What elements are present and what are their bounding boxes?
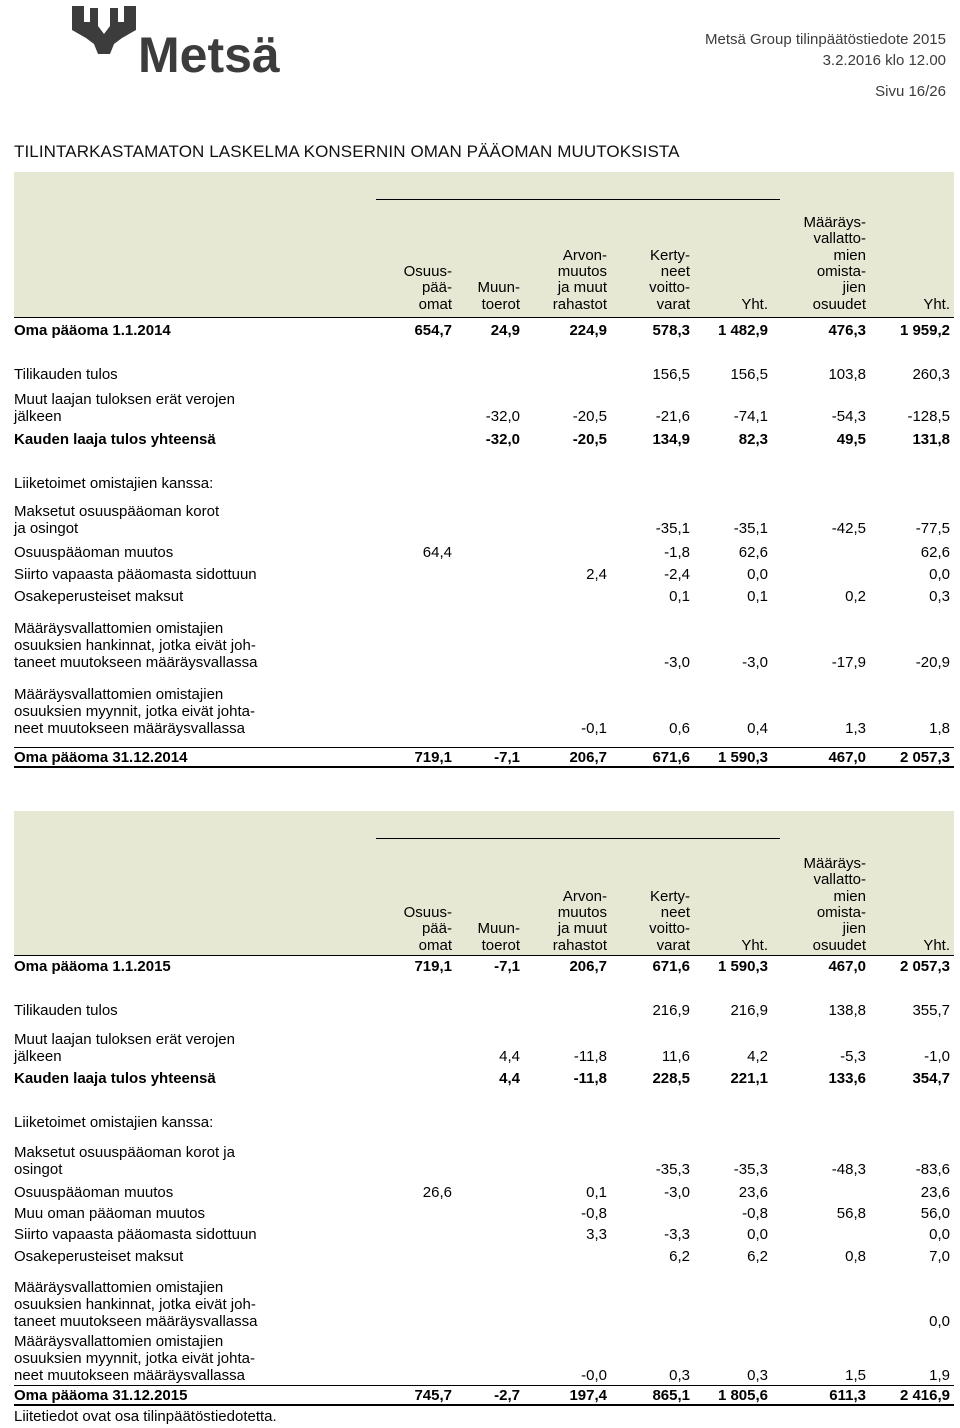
row-label (14, 322, 171, 339)
value-cell: 64,4 (422, 544, 452, 561)
row-label (14, 1248, 183, 1265)
row-label-line: osuuksien myynnit, jotka eivät johta- (14, 703, 255, 720)
value-cell: 197,4 (569, 1387, 607, 1404)
column-header-6 (803, 215, 866, 313)
column-header-line: mien (833, 887, 866, 905)
column-header-1 (404, 905, 452, 954)
row-label (14, 1205, 205, 1222)
table-rule (14, 955, 954, 956)
column-header-line: varat (656, 295, 690, 313)
value-cell: 4,4 (499, 1048, 520, 1065)
value-cell: -32,0 (485, 431, 520, 448)
column-header-7 (923, 938, 950, 954)
row-label (14, 475, 213, 492)
value-cell: 2,4 (586, 566, 607, 583)
value-cell: 0,8 (845, 1248, 866, 1265)
column-header-5 (741, 297, 768, 313)
row-label-line: taneet muutokseen määräysvallassa (14, 1313, 258, 1330)
value-cell: 0,4 (747, 720, 768, 737)
value-cell: 467,0 (828, 958, 866, 975)
column-header-line: toerot (481, 936, 520, 954)
value-cell: -5,3 (840, 1048, 866, 1065)
column-header-line: Kerty- (649, 246, 690, 264)
value-cell: 0,0 (747, 566, 768, 583)
row-label (14, 749, 187, 766)
value-cell: 611,3 (829, 1387, 866, 1404)
value-cell: -35,1 (733, 520, 768, 537)
value-cell: -2,7 (494, 1387, 520, 1404)
column-header-line: Osuus- (403, 263, 452, 281)
row-label-line: Liiketoimet omistajien kanssa: (14, 475, 214, 492)
value-cell: 56,0 (920, 1205, 950, 1222)
value-cell: 23,6 (738, 1184, 768, 1201)
row-label (14, 588, 183, 605)
table-rule (14, 1404, 954, 1406)
column-header-5 (741, 938, 768, 954)
footnote: Liitetiedot ovat osa tilinpäätöstiedotetta. (14, 1408, 277, 1425)
column-header-line: Kerty- (649, 887, 690, 905)
value-cell: 0,3 (929, 588, 950, 605)
row-label-line: Oma pääoma 1.1.2014 (14, 322, 171, 339)
column-header-line: muutos (557, 263, 607, 281)
column-header-line: muutos (557, 904, 607, 922)
value-cell: 103,8 (828, 366, 866, 383)
page-number: Sivu 16/26 (875, 83, 946, 100)
value-cell: 24,9 (490, 322, 520, 339)
column-header-line: omat (418, 936, 452, 954)
column-header-line: jien (842, 920, 866, 938)
value-cell: -2,4 (664, 566, 690, 583)
column-header-line: rahastot (552, 295, 607, 313)
value-cell: 49,5 (836, 431, 866, 448)
report-date: 3.2.2016 klo 12.00 (822, 52, 946, 69)
column-header-line: jien (842, 279, 866, 297)
row-label (14, 1031, 235, 1065)
row-label-line: Kauden laaja tulos yhteensä (14, 431, 216, 448)
value-cell: -7,1 (494, 958, 520, 975)
row-label-line: Maksetut osuuspääoman korot ja (14, 1144, 235, 1161)
row-label (14, 544, 173, 561)
value-cell: 2 057,3 (899, 749, 950, 766)
column-header-line: omista- (816, 263, 866, 281)
value-cell: 578,3 (652, 322, 690, 339)
value-cell: 2 416,9 (899, 1387, 950, 1404)
column-header-2 (477, 921, 520, 954)
row-label (14, 566, 257, 583)
row-label-line: Oma pääoma 1.1.2015 (14, 958, 171, 975)
value-cell: 221,1 (730, 1070, 768, 1087)
column-header-line: Osuus- (403, 904, 452, 922)
value-cell: 6,2 (669, 1248, 690, 1265)
row-label-line: osuuksien hankinnat, jotka eivät joh- (14, 637, 256, 654)
row-label (14, 1226, 257, 1243)
value-cell: 6,2 (747, 1248, 768, 1265)
row-label-line: Kauden laaja tulos yhteensä (14, 1070, 216, 1087)
row-label-line: Määräysvallattomien omistajien (14, 686, 224, 703)
row-label (14, 366, 118, 383)
value-cell: 26,6 (422, 1184, 452, 1201)
row-label-line: Muut laajan tuloksen erät verojen (14, 1031, 235, 1048)
row-label-line: neet muutokseen määräysvallassa (14, 720, 245, 737)
value-cell: 1,8 (929, 720, 950, 737)
value-cell: -7,1 (494, 749, 520, 766)
value-cell: 0,3 (747, 1367, 768, 1384)
column-header-1 (404, 264, 452, 313)
column-header-line: vallatto- (813, 230, 866, 248)
table-rule (14, 747, 954, 748)
value-cell: 0,1 (586, 1184, 607, 1201)
value-cell: -77,5 (915, 520, 950, 537)
row-label-line: ja osingot (14, 520, 79, 537)
row-label-line: Tilikauden tulos (14, 1002, 118, 1019)
row-label-line: Siirto vapaasta pääomasta sidottuun (14, 566, 257, 583)
row-label-line: osingot (14, 1161, 63, 1178)
column-header-line: Yht. (923, 936, 950, 954)
value-cell: -11,8 (573, 1048, 607, 1065)
column-header-2 (477, 280, 520, 313)
value-cell: 0,1 (669, 588, 690, 605)
value-cell: 224,9 (569, 322, 607, 339)
column-header-line: osuudet (812, 936, 866, 954)
row-label-line: neet muutokseen määräysvallassa (14, 1367, 245, 1384)
value-cell: 133,6 (828, 1070, 866, 1087)
value-cell: 0,0 (747, 1226, 768, 1243)
row-label (14, 1184, 173, 1201)
table-rule (14, 317, 954, 318)
row-label-line: Muut laajan tuloksen erät verojen (14, 391, 235, 408)
column-header-4 (649, 889, 690, 954)
value-cell: -83,6 (915, 1161, 950, 1178)
row-label (14, 1144, 235, 1178)
row-label (14, 1279, 257, 1330)
value-cell: 0,0 (929, 1226, 950, 1243)
value-cell: -54,3 (831, 408, 866, 425)
value-cell: 1 590,3 (717, 749, 768, 766)
value-cell: 11,6 (661, 1048, 690, 1065)
value-cell: -48,3 (831, 1161, 866, 1178)
value-cell: -1,0 (924, 1048, 950, 1065)
value-cell: -1,8 (664, 544, 690, 561)
column-header-3 (553, 889, 607, 954)
value-cell: -74,1 (733, 408, 768, 425)
value-cell: -20,5 (572, 431, 607, 448)
value-cell: 865,1 (652, 1387, 690, 1404)
row-label-line: Osakeperusteiset maksut (14, 588, 184, 605)
value-cell: -0,1 (581, 720, 607, 737)
column-header-line: Muun- (477, 279, 520, 297)
value-cell: 62,6 (920, 544, 950, 561)
column-header-line: neet (660, 263, 690, 281)
row-label-line: taneet muutokseen määräysvallassa (14, 654, 258, 671)
column-header-line: omat (418, 295, 452, 313)
row-label-line: osuuksien myynnit, jotka eivät johta- (14, 1350, 255, 1367)
value-cell: 1,5 (845, 1367, 866, 1384)
column-header-line: Arvon- (562, 246, 607, 264)
row-label-line: Osuuspääoman muutos (14, 544, 174, 561)
row-label (14, 1387, 187, 1404)
value-cell: 138,8 (828, 1002, 866, 1019)
value-cell: 2 057,3 (899, 958, 950, 975)
value-cell: 354,7 (912, 1070, 950, 1087)
row-label (14, 391, 235, 425)
column-header-3 (553, 248, 607, 313)
document-title: TILINTARKASTAMATON LASKELMA KONSERNIN OMAN PÄÄOMAN MUUTOKSISTA (14, 142, 680, 161)
row-label-line: jälkeen (14, 1048, 62, 1065)
metsa-logo (70, 4, 295, 89)
value-cell: 7,0 (929, 1248, 950, 1265)
row-label-line: Osakeperusteiset maksut (14, 1248, 184, 1265)
row-label-line: Osuuspääoman muutos (14, 1184, 174, 1201)
value-cell: -3,0 (742, 654, 768, 671)
value-cell: 206,7 (569, 958, 607, 975)
column-header-line: Yht. (741, 295, 768, 313)
value-cell: 216,9 (730, 1002, 768, 1019)
column-header-line: ja muut (557, 279, 607, 297)
row-label (14, 958, 171, 975)
row-label (14, 503, 219, 537)
value-cell: 4,4 (499, 1070, 520, 1087)
value-cell: 1 482,9 (717, 322, 768, 339)
table-rule (14, 1385, 954, 1386)
value-cell: -35,1 (655, 520, 690, 537)
value-cell: -11,8 (573, 1070, 607, 1087)
value-cell: 156,5 (730, 366, 768, 383)
value-cell: -3,3 (664, 1226, 690, 1243)
row-label-line: Siirto vapaasta pääomasta sidottuun (14, 1226, 257, 1243)
column-header-line: pää- (421, 920, 452, 938)
value-cell: -35,3 (733, 1161, 768, 1178)
row-label-line: Muu oman pääoman muutos (14, 1205, 205, 1222)
value-cell: 260,3 (912, 366, 950, 383)
value-cell: 228,5 (652, 1070, 690, 1087)
row-label-line: jälkeen (14, 408, 62, 425)
value-cell: 671,6 (652, 958, 690, 975)
column-header-line: voitto- (649, 920, 690, 938)
row-label-line: Määräysvallattomien omistajien (14, 620, 224, 637)
column-header-line: pää- (421, 279, 452, 297)
column-header-line: Yht. (923, 295, 950, 313)
column-header-4 (649, 248, 690, 313)
value-cell: -21,6 (655, 408, 690, 425)
row-label (14, 431, 216, 448)
value-cell: 206,7 (569, 749, 607, 766)
value-cell: 671,6 (652, 749, 690, 766)
value-cell: 3,3 (586, 1226, 607, 1243)
value-cell: 1 590,3 (717, 958, 768, 975)
value-cell: 4,2 (747, 1048, 768, 1065)
value-cell: -3,0 (664, 1184, 690, 1201)
group-underline (376, 199, 780, 200)
value-cell: 1 959,2 (899, 322, 950, 339)
value-cell: -0,8 (581, 1205, 607, 1222)
column-header-line: Määräys- (803, 855, 866, 873)
logo-text: Metsä (138, 27, 280, 83)
row-label-line: Määräysvallattomien omistajien (14, 1279, 224, 1296)
row-label-line: osuuksien hankinnat, jotka eivät joh- (14, 1296, 256, 1313)
value-cell: -17,9 (831, 654, 866, 671)
value-cell: -128,5 (907, 408, 950, 425)
value-cell: -42,5 (831, 520, 866, 537)
value-cell: 654,7 (414, 322, 452, 339)
row-label (14, 686, 255, 737)
row-label (14, 620, 257, 671)
value-cell: 1,3 (845, 720, 866, 737)
value-cell: 156,5 (652, 366, 690, 383)
column-header-line: omista- (816, 904, 866, 922)
value-cell: 719,1 (414, 958, 452, 975)
column-header-line: Määräys- (803, 214, 866, 232)
table-rule (14, 766, 954, 768)
column-header-line: Yht. (741, 936, 768, 954)
column-header-line: varat (656, 936, 690, 954)
value-cell: 719,1 (414, 749, 452, 766)
column-header-6 (803, 856, 866, 954)
value-cell: 355,7 (912, 1002, 950, 1019)
row-label-line: Tilikauden tulos (14, 366, 118, 383)
group-underline (376, 838, 780, 839)
report-title: Metsä Group tilinpäätöstiedote 2015 (705, 31, 946, 48)
value-cell: 131,8 (912, 431, 950, 448)
column-header-line: vallatto- (813, 871, 866, 889)
row-label (14, 1070, 216, 1087)
value-cell: 1,9 (929, 1367, 950, 1384)
row-label (14, 1114, 213, 1131)
value-cell: 56,8 (836, 1205, 866, 1222)
column-header-line: Arvon- (562, 887, 607, 905)
value-cell: 0,6 (669, 720, 690, 737)
value-cell: 0,0 (929, 566, 950, 583)
value-cell: -3,0 (664, 654, 690, 671)
row-label-line: Liiketoimet omistajien kanssa: (14, 1114, 214, 1131)
column-header-line: osuudet (812, 295, 866, 313)
row-label (14, 1002, 118, 1019)
value-cell: 62,6 (738, 544, 768, 561)
value-cell: 82,3 (738, 431, 768, 448)
value-cell: -0,8 (742, 1205, 768, 1222)
value-cell: -0,0 (581, 1367, 607, 1384)
row-label-line: Maksetut osuuspääoman korot (14, 503, 220, 520)
value-cell: 216,9 (652, 1002, 690, 1019)
value-cell: 745,7 (414, 1387, 452, 1404)
column-header-line: rahastot (552, 936, 607, 954)
column-header-line: voitto- (649, 279, 690, 297)
column-header-line: toerot (481, 295, 520, 313)
column-header-7 (923, 297, 950, 313)
value-cell: 0,1 (747, 588, 768, 605)
value-cell: 467,0 (828, 749, 866, 766)
value-cell: -35,3 (655, 1161, 690, 1178)
column-header-line: Muun- (477, 920, 520, 938)
column-header-line: mien (833, 246, 866, 264)
column-header-line: ja muut (557, 920, 607, 938)
value-cell: 0,3 (669, 1367, 690, 1384)
row-label (14, 1333, 255, 1384)
row-label-line: Oma pääoma 31.12.2014 (14, 749, 188, 766)
value-cell: 476,3 (828, 322, 866, 339)
moose-antler-icon (70, 4, 295, 84)
value-cell: 23,6 (920, 1184, 950, 1201)
value-cell: 134,9 (652, 431, 690, 448)
value-cell: -32,0 (485, 408, 520, 425)
value-cell: 0,0 (929, 1313, 950, 1330)
column-header-line: neet (660, 904, 690, 922)
value-cell: -20,5 (572, 408, 607, 425)
row-label-line: Oma pääoma 31.12.2015 (14, 1387, 188, 1404)
value-cell: -20,9 (915, 654, 950, 671)
row-label-line: Määräysvallattomien omistajien (14, 1333, 224, 1350)
value-cell: 1 805,6 (717, 1387, 768, 1404)
value-cell: 0,2 (845, 588, 866, 605)
